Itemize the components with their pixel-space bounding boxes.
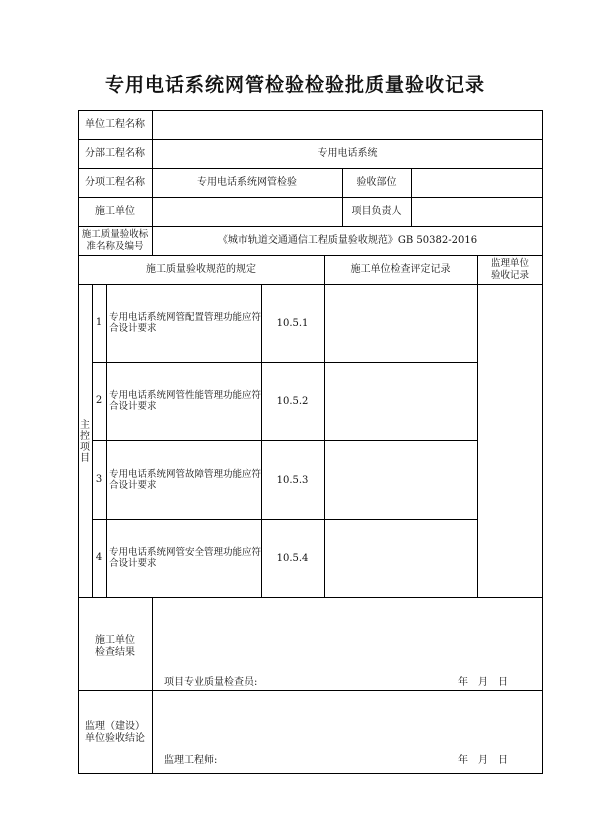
construction-result-label-line1: 施工单位 [95,635,135,646]
item-clause: 10.5.4 [276,553,309,564]
project-manager-label: 项目负责人 [351,206,402,217]
standard-label-line1: 施工质量验收标 [81,229,149,240]
supervision-column-header-line1: 监理单位 [490,258,529,269]
item-divider [92,362,477,363]
item-clause: 10.5.3 [276,475,309,486]
col-divider [411,168,412,226]
row-divider [78,255,543,256]
row-divider [78,197,543,198]
inspection-date-label: 年 月 日 [458,677,508,688]
col-divider [261,284,262,597]
page-title: 专用电话系统网管检验检验批质量验收记录 [104,74,485,96]
col-divider [92,284,93,597]
item-description: 合设计要求 [109,323,157,334]
row-divider [78,139,543,140]
row-divider [78,597,543,598]
supervision-column-header-line2: 验收记录 [490,270,529,281]
inspector-signature-label: 项目专业质量检查员: [164,677,258,688]
col-divider [477,255,478,597]
item-description: 专用电话系统网管性能管理功能应符 [109,390,262,401]
sub-project-value[interactable]: 专用电话系统 [317,148,378,159]
col-divider [106,284,107,597]
col-divider [152,597,153,774]
acceptance-part-label: 验收部位 [356,177,397,188]
item-description: 合设计要求 [109,401,157,412]
construction-result-label-line2: 检查结果 [95,647,135,658]
item-number: 1 [95,317,103,328]
item-number: 3 [95,474,103,485]
check-record-column-header: 施工单位检查评定记录 [350,264,451,275]
item-description: 合设计要求 [109,480,157,491]
item-description: 专用电话系统网管安全管理功能应符 [109,547,262,558]
item-clause: 10.5.1 [276,318,309,329]
standard-label-line2: 准名称及编号 [86,241,144,252]
row-divider [78,168,543,169]
item-number: 4 [95,552,103,563]
item-description: 专用电话系统网管故障管理功能应符 [109,469,262,480]
item-divider [92,440,477,441]
item-clause: 10.5.2 [276,396,309,407]
supervision-conclusion-label-line2: 单位验收结论 [85,733,145,744]
item-description: 合设计要求 [109,558,157,569]
item-project-label: 分项工程名称 [85,177,145,188]
item-description: 专用电话系统网管配置管理功能应符 [109,312,262,323]
row-divider [78,284,543,285]
engineer-signature-label: 监理工程师: [164,755,218,766]
item-divider [92,519,477,520]
item-number: 2 [95,395,103,406]
sub-project-label: 分部工程名称 [85,148,145,159]
unit-project-label: 单位工程名称 [85,119,145,130]
supervision-date-label: 年 月 日 [458,755,508,766]
spec-column-header: 施工质量验收规范的规定 [146,264,256,275]
item-project-value[interactable]: 专用电话系统网管检验 [197,177,297,188]
row-divider [78,690,543,691]
standard-value: 《城市轨道交通通信工程质量验收规范》GB 50382-2016 [217,235,478,246]
supervision-conclusion-label-line1: 监理（建设） [85,721,145,732]
row-divider [78,226,543,227]
construction-unit-label: 施工单位 [95,206,135,217]
col-divider [324,255,325,597]
main-control-label: 主控项目 [80,420,90,464]
